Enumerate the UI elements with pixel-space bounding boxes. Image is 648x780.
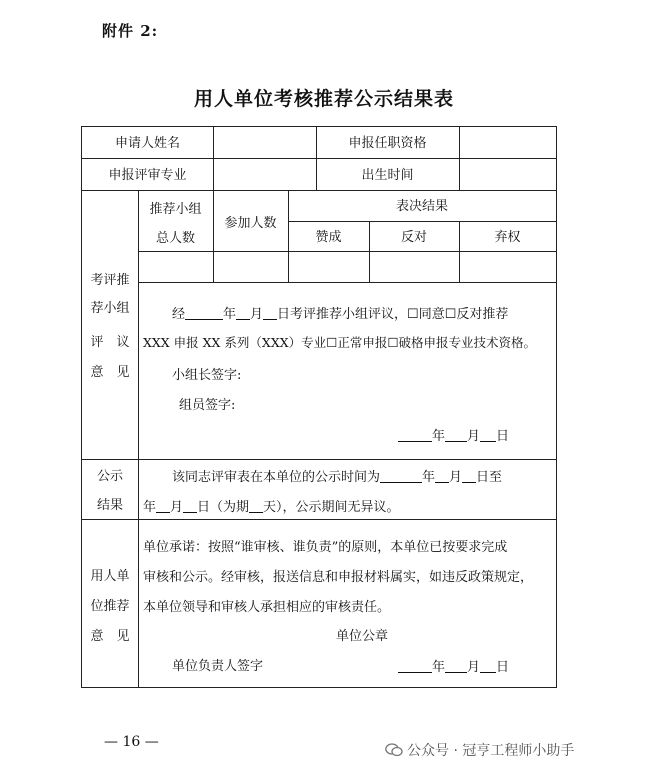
row-divider [138, 282, 556, 283]
year-blank [398, 660, 432, 673]
month-blank [236, 307, 250, 320]
participants-label: 参加人数 [224, 216, 277, 231]
publicity-text: 该同志评审表在本单位的公示时间为 [172, 470, 381, 485]
year-blank [398, 429, 432, 442]
watermark-text: 公众号 · 冠亨工程师小助手 [407, 743, 575, 759]
opinion-date [398, 429, 509, 443]
day-blank [462, 470, 476, 483]
row-divider [82, 459, 556, 460]
month-blank [156, 500, 170, 513]
year-blank [185, 307, 223, 320]
day-blank [480, 429, 496, 442]
commitment-line-3: 本单位领导和审核人承担相应的审核责任。 [143, 600, 391, 615]
col-divider [459, 127, 460, 190]
day-blank [183, 500, 197, 513]
day-blank [263, 307, 277, 320]
wechat-icon [385, 743, 403, 757]
form-table [81, 126, 557, 688]
attachment-label: 附件 2: [102, 22, 159, 40]
page-number: — 16 — [104, 734, 159, 750]
responsible-signature-label: 单位负责人签字 [172, 659, 264, 674]
row-divider [288, 221, 556, 222]
opinion-text: 年 [223, 307, 237, 322]
vote-section-label: 考评推 [90, 273, 130, 288]
vote-result-label: 表决结果 [395, 199, 448, 214]
year-blank [380, 470, 422, 483]
major-label: 申报评审专业 [108, 168, 187, 183]
month-blank [435, 470, 449, 483]
col-divider [213, 190, 214, 282]
vote-section-label: 荐小组 [90, 301, 130, 316]
row-divider [82, 519, 556, 520]
unit-seal-label: 单位公章 [336, 629, 389, 644]
publicity-label: 公示 [96, 469, 123, 484]
col-divider [213, 127, 214, 190]
publicity-text: 日（为期 [197, 500, 250, 515]
publicity-text: 日至 [476, 470, 503, 485]
opinion-text: 月 [250, 307, 264, 322]
date-text: 年 [432, 429, 446, 444]
approve-label: 赞成 [315, 230, 342, 245]
leader-signature-label: 小组长签字: [172, 368, 242, 383]
publicity-text: 年 [422, 470, 436, 485]
opinion-line-1 [172, 307, 508, 321]
opinion-text: 日考评推荐小组评议，☐同意☐反对推荐 [277, 307, 509, 322]
vote-total-label: 推荐小组 [149, 202, 202, 217]
col-divider [138, 190, 139, 688]
commitment-line-2: 审核和公示。经审核，报送信息和申报材料属实，如违反政策规定， [143, 570, 534, 585]
day-blank [480, 660, 496, 673]
month-blank [445, 429, 467, 442]
publicity-text: 月 [449, 470, 463, 485]
publicity-label: 结果 [96, 498, 123, 513]
member-signature-label: 组员签字: [179, 398, 236, 413]
employer-label: 位推荐 [90, 599, 130, 614]
row-divider [82, 190, 556, 191]
employer-label: 意 见 [90, 629, 130, 644]
date-text: 月 [467, 429, 481, 444]
publicity-text: 天），公示期间无异议。 [263, 500, 400, 515]
watermark [385, 740, 574, 760]
date-text: 月 [467, 660, 481, 675]
birth-date-label: 出生时间 [361, 168, 414, 183]
employer-label: 用人单 [90, 569, 130, 584]
opinion-text: 经 [172, 307, 186, 322]
publicity-line-2 [143, 500, 400, 514]
oppose-label: 反对 [400, 230, 427, 245]
opinion-line-2: XXX 申报 XX 系列（XXX）专业☐正常申报☐破格申报专业技术资格。 [143, 335, 537, 350]
vote-section-label: 评 议 [90, 335, 130, 350]
date-text: 年 [432, 660, 446, 675]
date-text: 日 [496, 660, 510, 675]
abstain-label: 弃权 [494, 230, 521, 245]
page-title: 用人单位考核推荐公示结果表 [193, 88, 454, 110]
qualification-label: 申报任职资格 [348, 136, 427, 151]
vote-total-label: 总人数 [155, 231, 195, 246]
employer-date [398, 660, 509, 674]
days-blank [249, 500, 263, 513]
publicity-text: 月 [170, 500, 184, 515]
commitment-line-1: 单位承诺：按照“谁审核、谁负责”的原则，本单位已按要求完成 [143, 540, 508, 555]
vote-section-label: 意 见 [90, 365, 130, 380]
applicant-name-label: 申请人姓名 [114, 136, 180, 151]
publicity-line-1 [172, 470, 502, 484]
publicity-text: 年 [143, 500, 157, 515]
month-blank [445, 660, 467, 673]
row-divider [138, 251, 556, 252]
date-text: 日 [496, 429, 510, 444]
row-divider [82, 158, 556, 159]
